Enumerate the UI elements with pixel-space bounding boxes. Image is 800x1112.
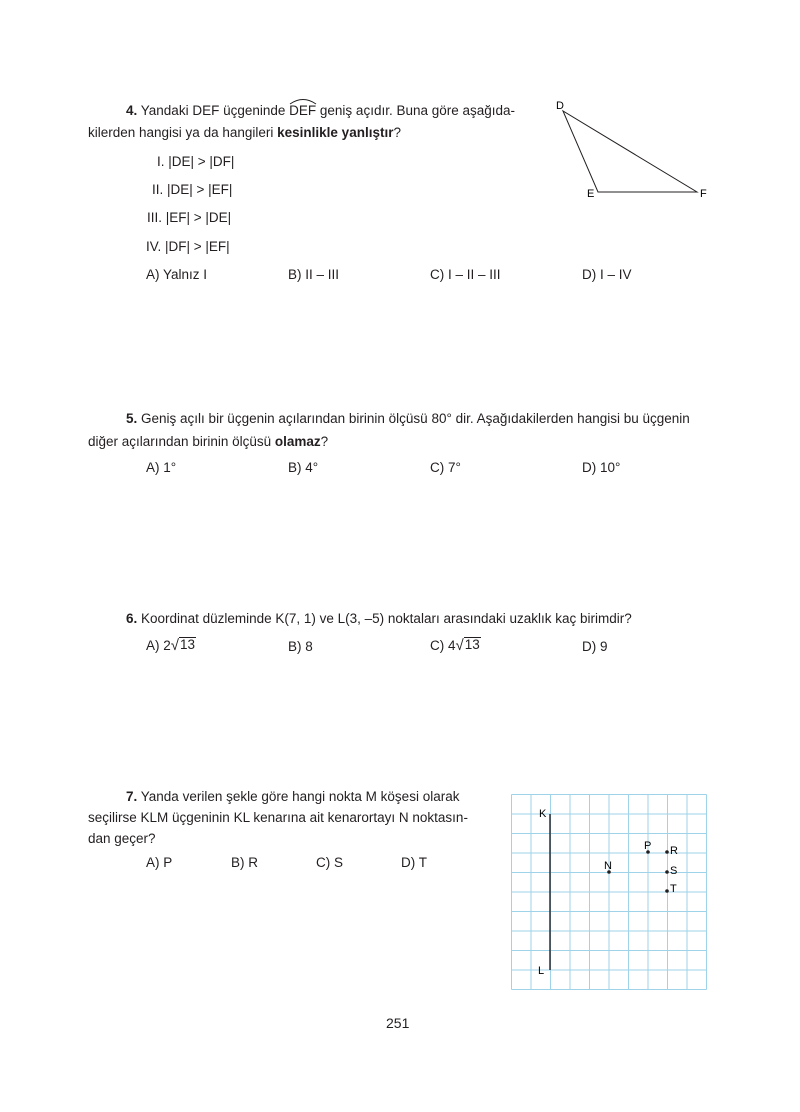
label-s: S — [670, 865, 678, 877]
q5-line1 — [126, 411, 690, 426]
q6-option-a-radicand: 13 — [180, 637, 196, 652]
label-t: T — [670, 883, 677, 895]
q7-line3: dan geçer? — [88, 831, 156, 846]
q4-number: 4. — [126, 103, 138, 118]
q4-statement-1: I. |DE| > |DF| — [157, 154, 235, 169]
q5-line1-text: Geniş açılı bir üçgenin açılarından birinin ölçüsü 80° dir. Aşağıdakilerden hangisi bu üçgenin — [141, 411, 690, 426]
q4-option-c[interactable]: C) I – II – III — [430, 267, 501, 282]
q4-triangle-figure — [545, 95, 725, 205]
q4-statement-2: II. |DE| > |EF| — [152, 182, 233, 197]
q5-line2-bold: olamaz — [274, 434, 321, 449]
q6-text: Koordinat düzleminde K(7, 1) ve L(3, –5) noktaları arasındaki uzaklık kaç birimdir? — [141, 611, 632, 626]
vertex-label-f: F — [700, 188, 707, 200]
q5-option-a[interactable]: A) 1° — [146, 460, 177, 475]
q4-statement-3: III. |EF| > |DE| — [147, 210, 232, 225]
point-s — [665, 870, 669, 874]
q4-line1 — [126, 103, 515, 118]
q6-option-c-prefix: C) 4 — [430, 637, 456, 653]
triangle-def — [563, 111, 697, 192]
q5-line2-end: ? — [320, 434, 329, 449]
q4-text-before: Yandaki DEF üçgeninde — [140, 103, 286, 118]
vertex-label-d: D — [556, 100, 564, 112]
q6-option-a[interactable] — [146, 637, 196, 653]
label-p: P — [644, 840, 652, 852]
q7-number: 7. — [126, 789, 138, 804]
q7-grid-figure — [511, 794, 709, 992]
q4-option-b[interactable]: B) II – III — [288, 267, 340, 282]
grid-lines — [512, 795, 707, 990]
label-k: K — [539, 808, 547, 820]
q5-line2-start: diğer açılarından birinin ölçüsü — [88, 434, 272, 449]
q4-option-d[interactable]: D) I – IV — [582, 267, 632, 282]
q6-option-c-radicand: 13 — [464, 637, 480, 652]
q5-line2 — [88, 434, 328, 449]
q7-option-d[interactable]: D) T — [401, 855, 427, 870]
q4-line2 — [88, 125, 401, 140]
q4-line2-start: kilerden hangisi ya da hangileri — [88, 125, 274, 140]
q7-line1-text: Yanda verilen şekle göre hangi nokta M köşesi olarak — [140, 789, 460, 804]
q6-line1 — [126, 611, 632, 626]
q6-option-b[interactable]: B) 8 — [288, 639, 313, 654]
label-r: R — [670, 845, 678, 857]
q5-option-b[interactable]: B) 4° — [288, 460, 319, 475]
q5-number: 5. — [126, 411, 138, 426]
sqrt-icon: √ 13 — [170, 636, 196, 654]
angle-arc-icon — [289, 97, 317, 105]
q5-option-c[interactable]: C) 7° — [430, 460, 461, 475]
q4-statement-4: IV. |DF| > |EF| — [146, 239, 230, 254]
q7-line1 — [126, 789, 459, 804]
point-t — [665, 889, 669, 893]
vertex-label-e: E — [587, 188, 595, 200]
q6-number: 6. — [126, 611, 138, 626]
q7-option-a[interactable]: A) P — [146, 855, 173, 870]
q6-option-d[interactable]: D) 9 — [582, 639, 608, 654]
point-r — [665, 850, 669, 854]
page-number: 251 — [386, 1015, 410, 1031]
q4-line2-bold: kesinlikle yanlıştır — [277, 125, 394, 140]
q4-text-after: geniş açıdır. Buna göre aşağıda- — [319, 103, 516, 118]
sqrt-icon: √ 13 — [455, 636, 480, 654]
q4-angle-label: DEF — [289, 103, 317, 118]
q4-angle — [289, 103, 316, 118]
q7-line2: seçilirse KLM üçgeninin KL kenarına ait kenarortayı N noktasın- — [88, 810, 468, 825]
q6-option-a-prefix: A) 2 — [146, 637, 171, 653]
q4-option-a[interactable]: A) Yalnız I — [146, 267, 208, 282]
label-n: N — [604, 860, 612, 872]
label-l: L — [538, 965, 545, 977]
q7-option-c[interactable]: C) S — [316, 855, 343, 870]
q4-line2-end: ? — [393, 125, 401, 140]
q6-option-c[interactable] — [430, 637, 481, 653]
q7-option-b[interactable]: B) R — [231, 855, 258, 870]
q5-option-d[interactable]: D) 10° — [582, 460, 621, 475]
